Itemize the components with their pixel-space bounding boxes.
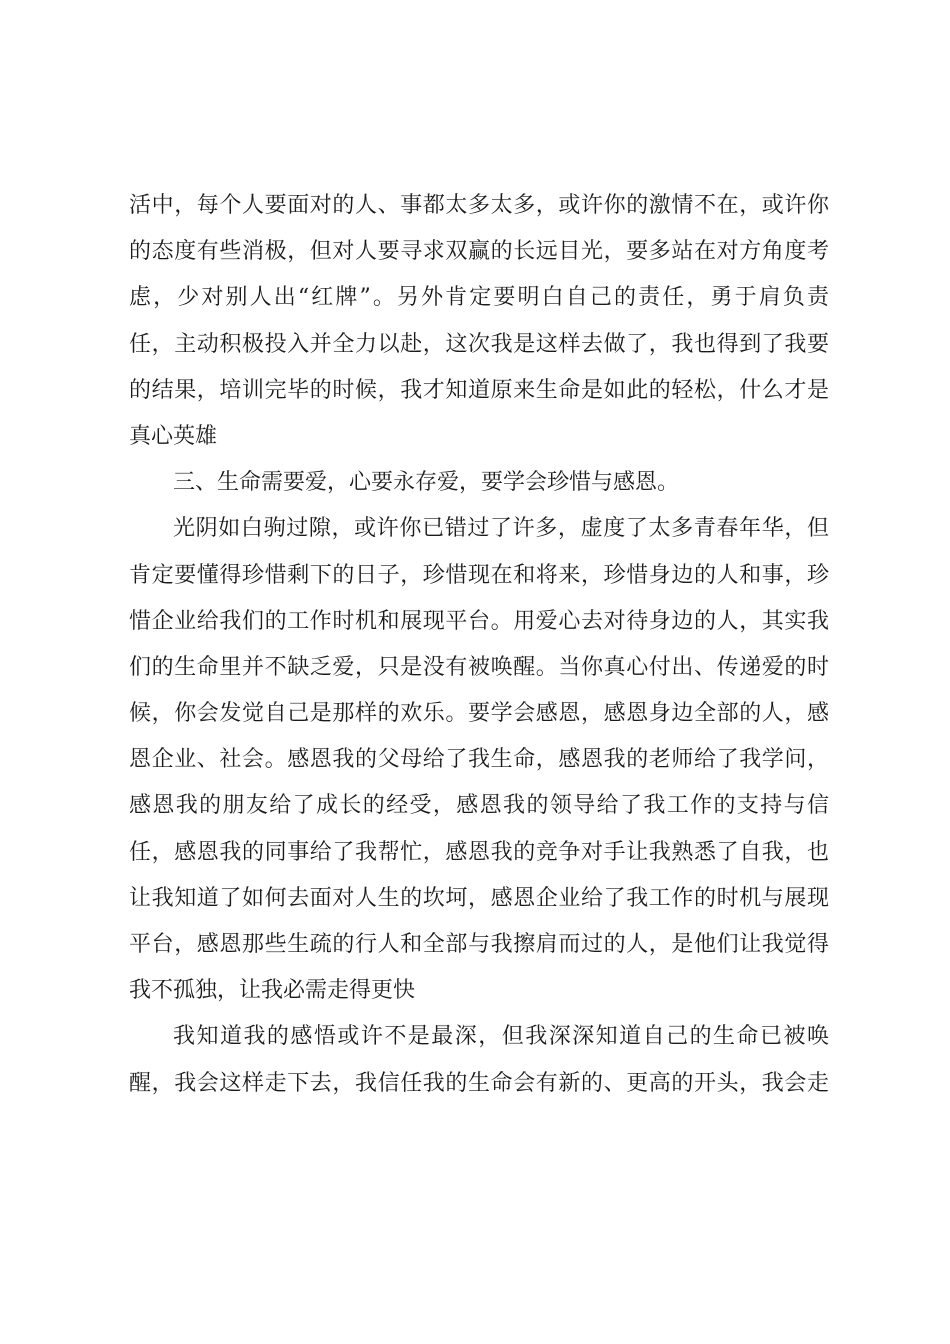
- text-line: 恩企业、社会。感恩我的父母给了我生命，感恩我的老师给了我学问，: [129, 747, 829, 773]
- text-line: 光阴如白驹过隙，或许你已错过了许多，虚度了太多青春年华，但: [173, 516, 829, 542]
- text-line: 活中，每个人要面对的人、事都太多太多，或许你的激情不在，或许你: [129, 193, 829, 218]
- text-line: 候，你会发觉自己是那样的欢乐。要学会感恩，感恩身边全部的人，感: [129, 701, 829, 727]
- text-line: 三、生命需要爱，心要永存爱，要学会珍惜与感恩。: [173, 470, 680, 496]
- text-line: 让我知道了如何去面对人生的坎坷，感恩企业给了我工作的时机与展现: [129, 885, 829, 911]
- text-line: 醒，我会这样走下去，我信任我的生命会有新的、更高的开头，我会走: [129, 1070, 829, 1096]
- text-line: 的态度有些消极，但对人要寻求双赢的长远目光，要多站在对方角度考: [129, 239, 829, 265]
- text-line: 惜企业给我们的工作时机和展现平台。用爱心去对待身边的人，其实我: [129, 608, 829, 634]
- text-line: 的结果，培训完毕的时候，我才知道原来生命是如此的轻松，什么才是: [129, 377, 829, 403]
- text-line: 虑，少对别人出“红牌”。另外肯定要明白自己的责任，勇于肩负责: [129, 285, 829, 311]
- text-line: 感恩我的朋友给了成长的经受，感恩我的领导给了我工作的支持与信: [129, 793, 829, 819]
- text-line: 肯定要懂得珍惜剩下的日子，珍惜现在和将来，珍惜身边的人和事，珍: [129, 562, 829, 588]
- text-line: 我不孤独，让我必需走得更快: [129, 978, 416, 1004]
- text-line: 们的生命里并不缺乏爱，只是没有被唤醒。当你真心付出、传递爱的时: [129, 654, 829, 680]
- text-line: 任，感恩我的同事给了我帮忙，感恩我的竞争对手让我熟悉了自我，也: [129, 839, 829, 865]
- text-line: 任，主动积极投入并全力以赴，这次我是这样去做了，我也得到了我要: [129, 331, 829, 357]
- document-body: [129, 183, 829, 1107]
- text-line: 真心英雄: [129, 423, 218, 449]
- text-line: 我知道我的感悟或许不是最深，但我深深知道自己的生命已被唤: [173, 1024, 829, 1050]
- text-line: 平台，感恩那些生疏的行人和全部与我擦肩而过的人，是他们让我觉得: [129, 932, 829, 957]
